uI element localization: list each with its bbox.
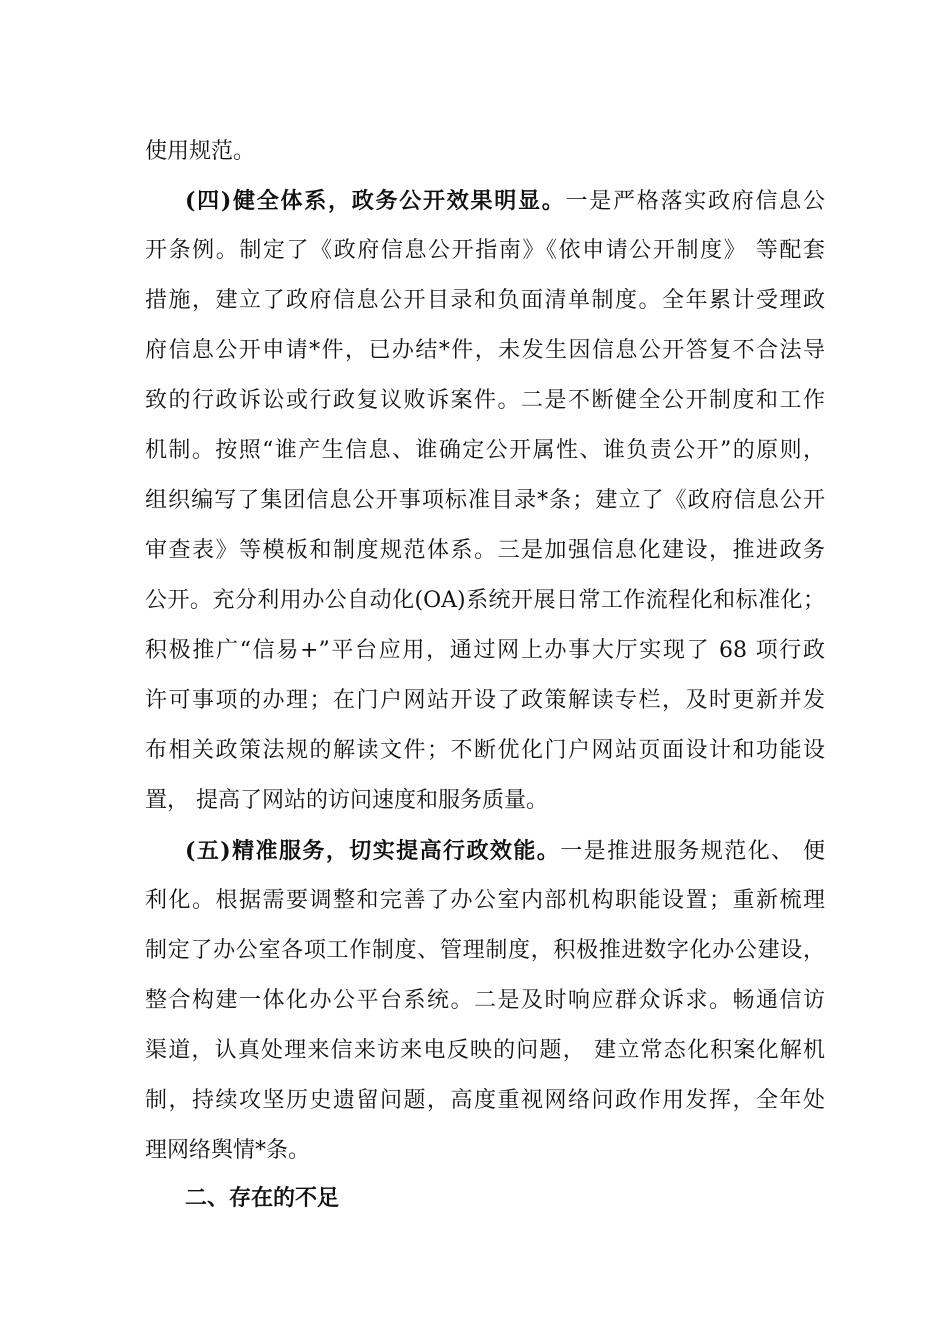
paragraph-line: 制，持续攻坚历史遗留问题，高度重视网络问政作用发挥，全年处 (145, 1088, 825, 1113)
paragraph-line: 措施，建立了政府信息公开目录和负面清单制度。全年累计受理政 (145, 288, 825, 313)
paragraph-line: 积极推广“信易+”平台应用，通过网上办事大厅实现了 68 项行政 (145, 638, 825, 663)
paragraph-first-line (185, 186, 825, 216)
paragraph-text: 一是严格落实政府信息公 (565, 189, 825, 214)
paragraph-line: 布相关政策法规的解读文件；不断优化门户网站页面设计和功能设 (145, 738, 825, 763)
paragraph-line: 开条例。制定了《政府信息公开指南》《依申请公开制度》 等配套 (145, 238, 825, 263)
paragraph-line: 理网络舆情*条。 (145, 1138, 311, 1163)
paragraph-line: 公开。充分利用办公自动化(OA)系统开展日常工作流程化和标准化； (145, 588, 825, 613)
paragraph-line: 整合构建一体化办公平台系统。二是及时响应群众诉求。畅通信访 (145, 988, 825, 1013)
section-subtitle: (四)健全体系，政务公开效果明显。 (185, 188, 566, 214)
paragraph-line: 使用规范。 (145, 139, 256, 164)
paragraph-text: 一是推进服务规范化、 便 (560, 839, 825, 864)
paragraph-line: 许可事项的办理；在门户网站开设了政策解读专栏，及时更新并发 (145, 688, 825, 713)
paragraph-first-line (185, 836, 825, 866)
paragraph-line: 渠道，认真处理来信来访来电反映的问题， 建立常态化积案化解机 (145, 1038, 825, 1063)
paragraph-line: 制定了办公室各项工作制度、管理制度，积极推进数字化办公建设， (145, 938, 825, 963)
paragraph-line: 利化。根据需要调整和完善了办公室内部机构职能设置；重新梳理 (145, 888, 825, 913)
paragraph-line: 府信息公开申请*件，已办结*件，未发生因信息公开答复不合法导 (145, 338, 825, 363)
section-heading: 二、存在的不足 (185, 1185, 340, 1211)
paragraph-line: 机制。按照“谁产生信息、谁确定公开属性、谁负责公开”的原则， (145, 438, 825, 463)
paragraph-line: 组织编写了集团信息公开事项标准目录*条；建立了《政府信息公开 (145, 488, 825, 513)
paragraph-line: 致的行政诉讼或行政复议败诉案件。二是不断健全公开制度和工作 (145, 388, 825, 413)
section-subtitle: (五)精准服务，切实提高行政效能。 (185, 838, 561, 864)
paragraph-line: 审查表》等模板和制度规范体系。三是加强信息化建设，推进政务 (145, 538, 825, 563)
paragraph-line: 置， 提高了网站的访问速度和服务质量。 (145, 788, 548, 813)
